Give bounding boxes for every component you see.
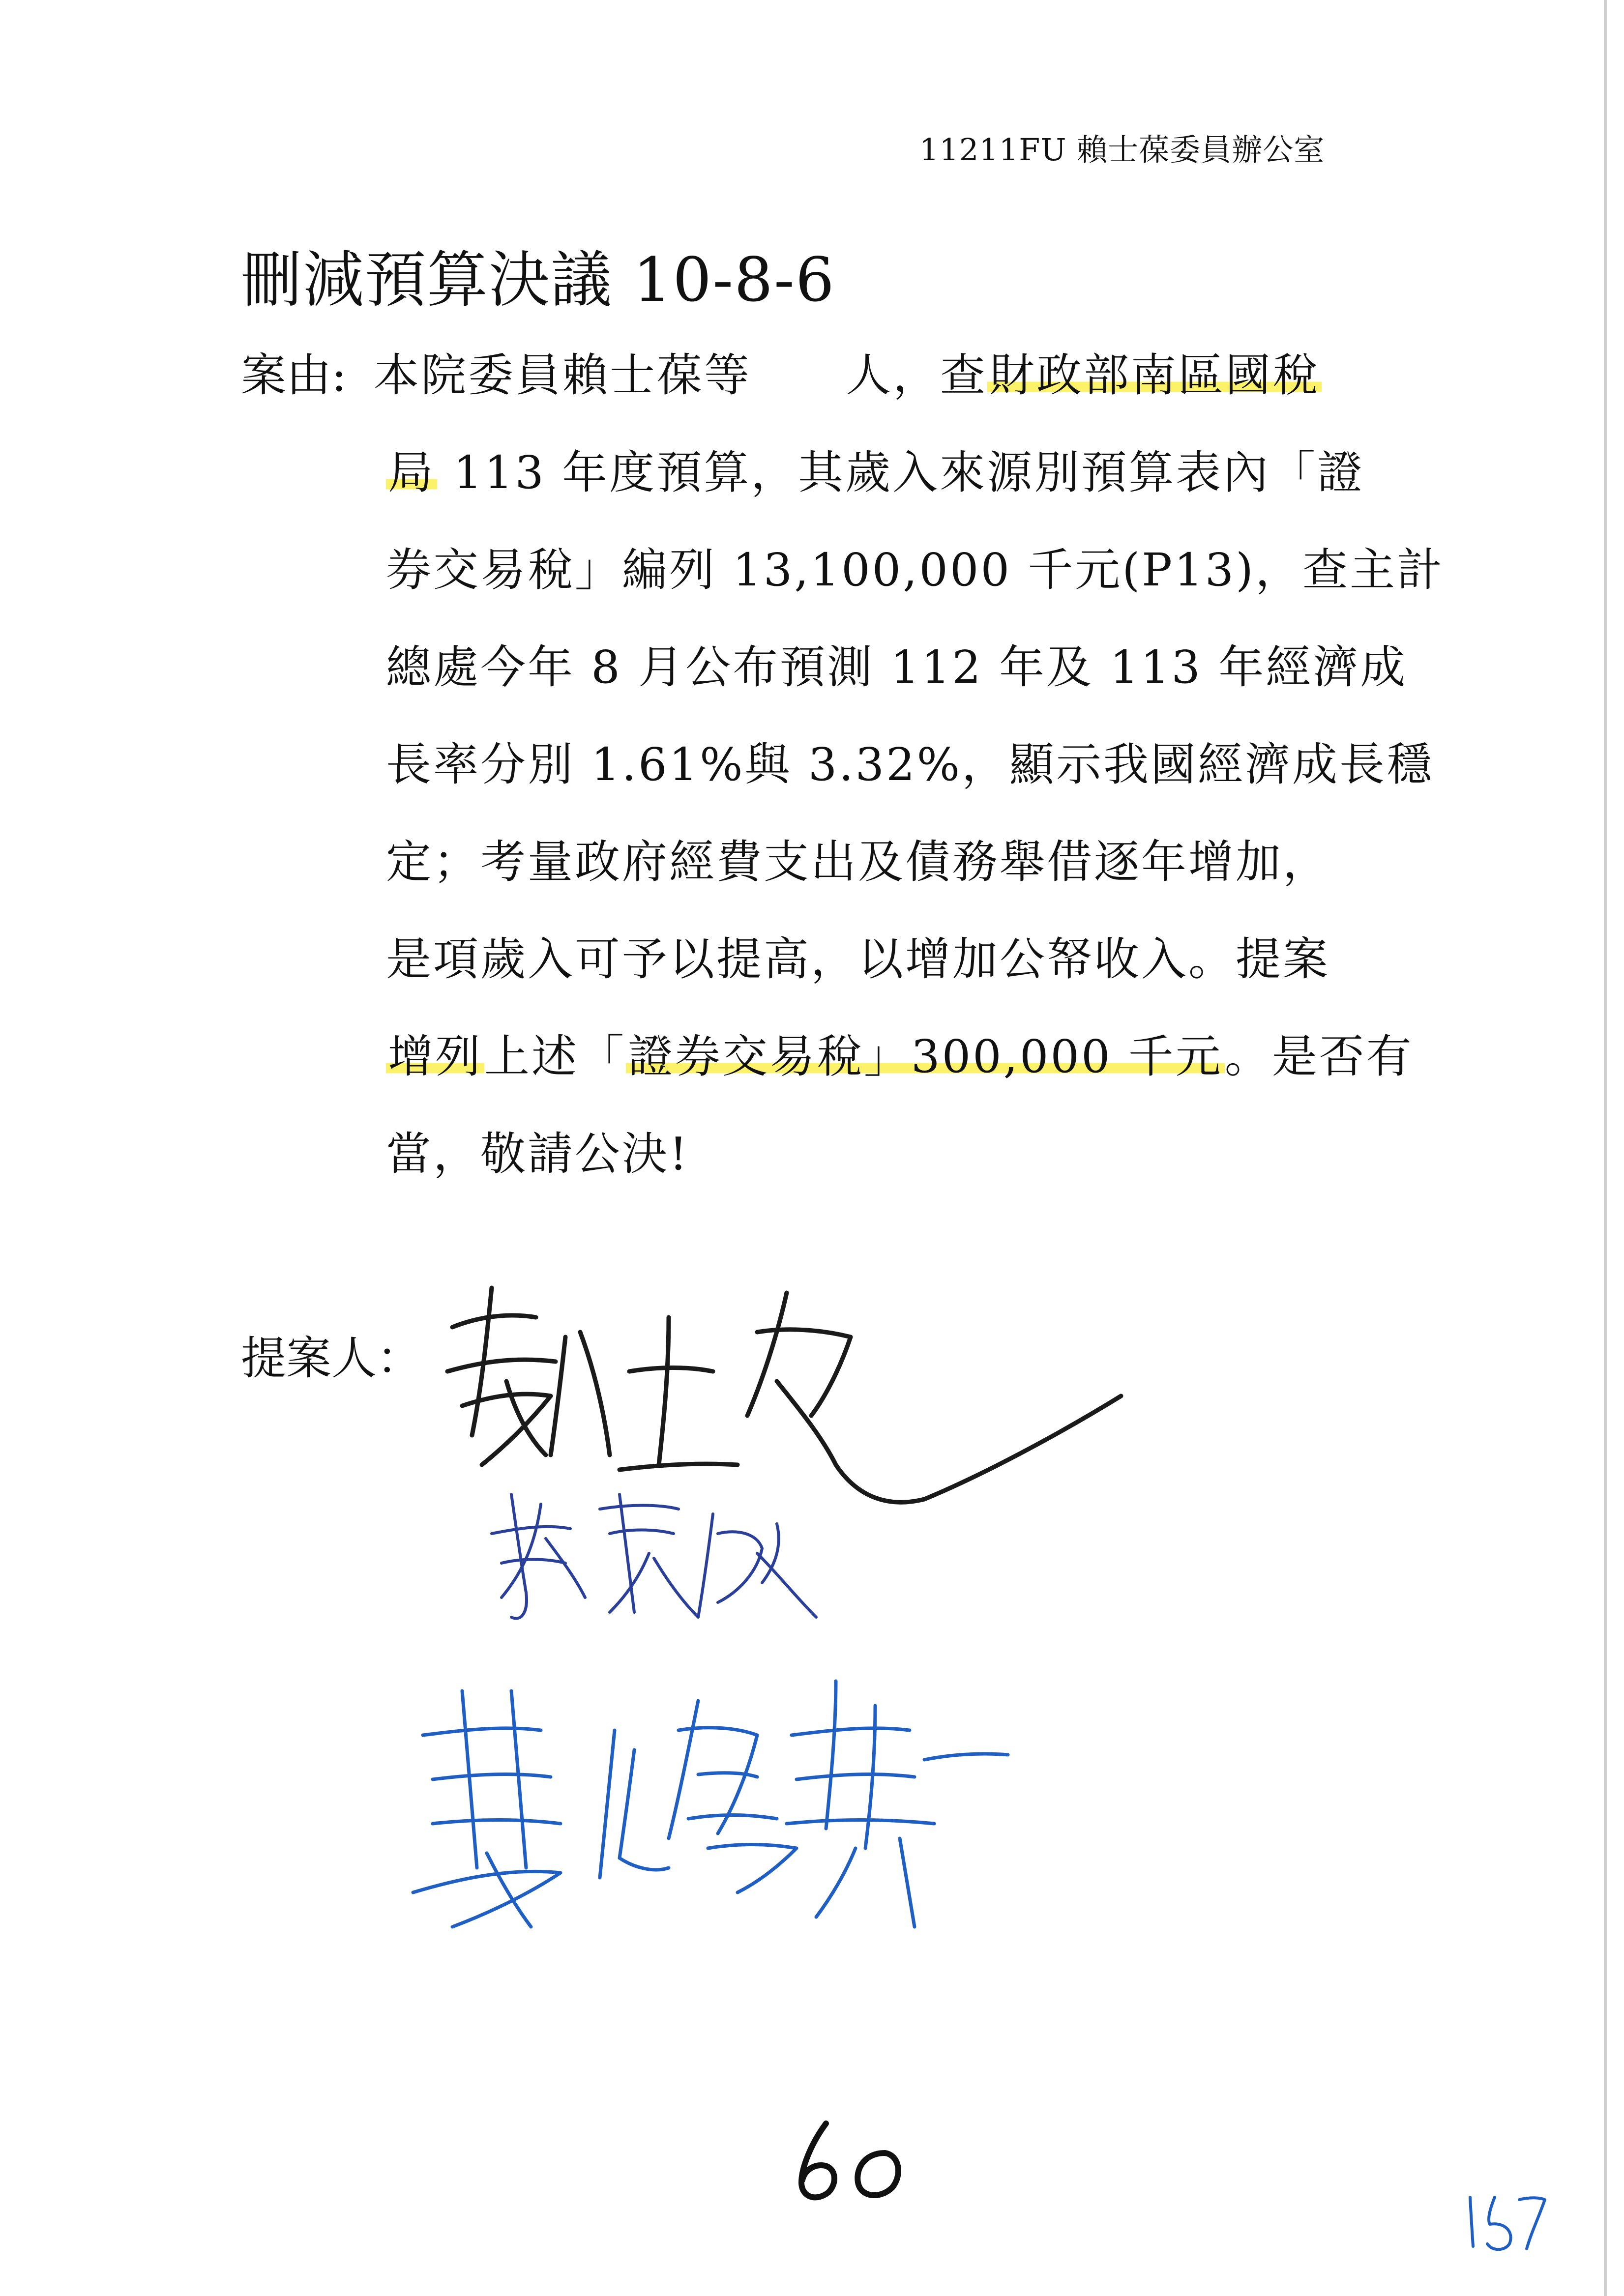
signature-3 [403, 1661, 1023, 1937]
highlighted-text: 局 [386, 446, 437, 499]
corner-number [1460, 2182, 1549, 2256]
reason-line [386, 436, 1364, 501]
highlighted-text: 增列 [386, 1030, 484, 1083]
line-text: 總處今年 8 月公布預測 112 年及 113 年經濟成 [386, 641, 1408, 694]
line-text: 當，敬請公決! [386, 1128, 689, 1180]
line-text: 本院委員賴士葆等 [374, 349, 752, 402]
reason-label: 案由: [241, 349, 347, 402]
reason-line [386, 1118, 689, 1183]
reason-line [386, 728, 1434, 793]
line-text: 。是否有 [1224, 1030, 1414, 1083]
line-text: 券交易稅」編列 13,100,000 千元(P13)，查主計 [386, 544, 1444, 596]
reason-line [386, 631, 1407, 696]
line-text: 113 年度預算，其歲入來源別預算表內「證 [437, 446, 1365, 499]
line-text: 上述「 [484, 1030, 626, 1083]
reason-line [386, 826, 1330, 891]
line-text: 人，查 [751, 349, 988, 402]
reason-line [386, 923, 1330, 988]
highlighted-text: 財政部南區國稅 [987, 349, 1322, 402]
line-text: 長率分別 1.61%與 3.32%，顯示我國經濟成長穩 [386, 738, 1434, 791]
reason-line [386, 1020, 1414, 1085]
document-title: 刪減預算決議 10-8-6 [241, 245, 835, 316]
proposer-label: 提案人： [241, 1332, 422, 1385]
signature-2 [482, 1475, 826, 1637]
reason-line [374, 339, 1322, 404]
line-text: 是項歲入可予以提高，以增加公帑收入。提案 [386, 933, 1330, 986]
scan-edge [1604, 0, 1607, 2296]
office-header: 11211FU 賴士葆委員辦公室 [919, 132, 1325, 168]
highlighted-text: 證券交易稅」300,000 千元 [626, 1030, 1225, 1083]
line-text: 定；考量政府經費支出及債務舉借逐年增加， [386, 836, 1330, 888]
reason-line [386, 534, 1444, 599]
handwritten-page-number [782, 2114, 929, 2207]
